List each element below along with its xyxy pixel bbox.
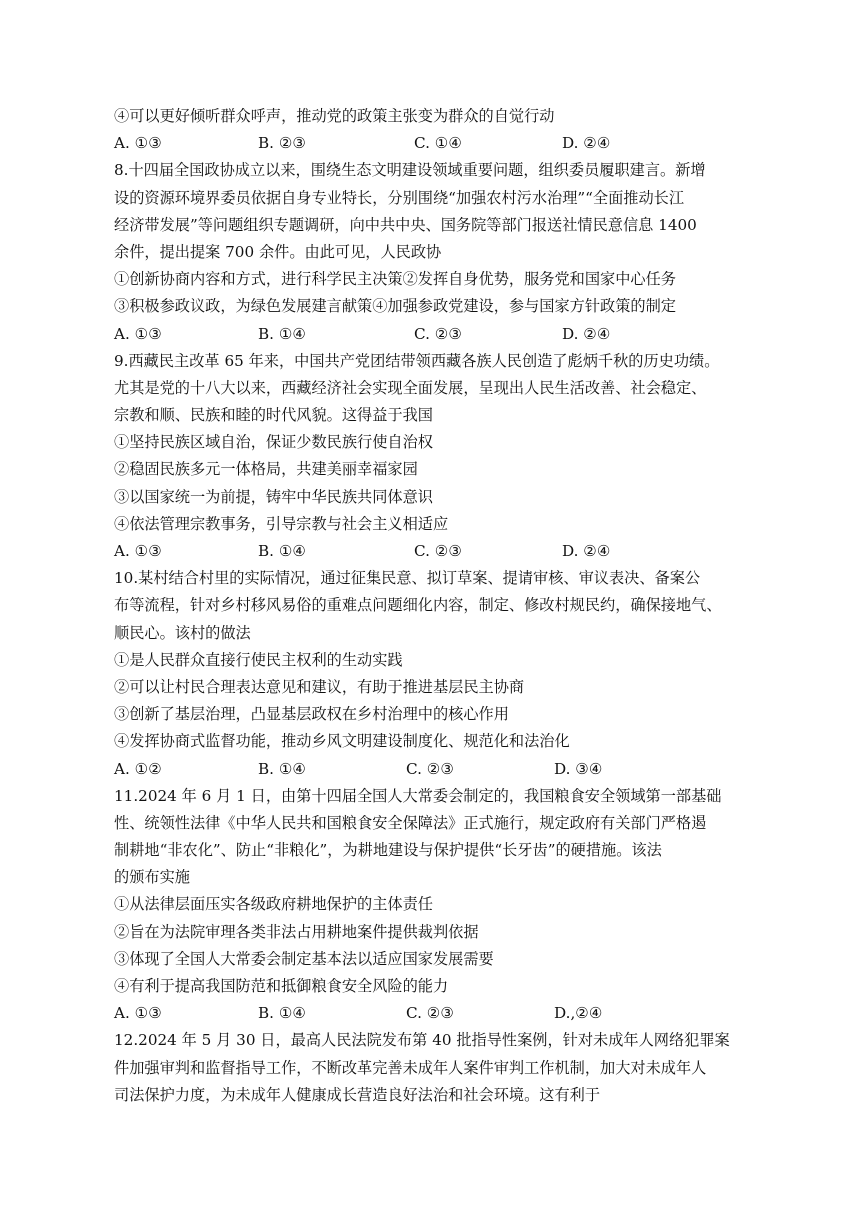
statement-item: ①坚持民族区域自治，保证少数民族行使自治权 [114, 433, 433, 452]
option-d: D. ②④ [562, 324, 611, 343]
answer-options [114, 756, 794, 783]
statement-item: ④依法管理宗教事务，引导宗教与社会主义相适应 [114, 514, 449, 533]
question-stem-line: 经济带发展”等问题组织专题调研，向中共中央、国务院等部门报送社情民意信息 1400 [114, 215, 697, 234]
answer-options [114, 130, 794, 157]
question-list [114, 103, 794, 1109]
option-b: B. ①④ [258, 759, 307, 778]
option-c: C. ②③ [406, 759, 454, 778]
question-stem-line: 制耕地“非农化”、防止“非粮化”，为耕地建设与保护提供“长牙齿”的硬措施。该法 [114, 841, 662, 860]
answer-options [114, 538, 794, 565]
statement-item: ②稳固民族多元一体格局，共建美丽幸福家园 [114, 460, 418, 479]
question-stem-line: 余件，提出提案 700 余件。由此可见，人民政协 [114, 242, 442, 261]
statement-item: ④可以更好倾听群众呼声，推动党的政策主张变为群众的自觉行动 [114, 107, 555, 125]
question-10 [114, 565, 794, 783]
answer-options [114, 1000, 794, 1027]
question-9 [114, 348, 794, 566]
question-11 [114, 783, 794, 1028]
option-c: C. ②③ [414, 542, 462, 560]
option-d: D. ②④ [562, 542, 611, 560]
option-a: A. ①③ [114, 542, 162, 560]
question-stem-line: 的颁布实施 [114, 868, 190, 887]
question-stem-line: 顺民心。该村的做法 [114, 623, 251, 642]
question-stem-line: 尤其是党的十八大以来，西藏经济社会实现全面发展，呈现出人民生活改善、社会稳定、 [114, 378, 707, 397]
statement-item: ③积极参政议政，为绿色发展建言献策④加强参政党建设，参与国家方针政策的制定 [114, 297, 676, 316]
option-c: C. ①④ [414, 134, 462, 153]
question-stem-line: 11.2024 年 6 月 1 日，由第十四届全国人大常委会制定的，我国粮食安全领域第一部基础 [114, 786, 722, 805]
option-a: A. ①③ [114, 324, 162, 343]
question-12 [114, 1027, 794, 1109]
question-stem-line: 12.2024 年 5 月 30 日，最高人民法院发布第 40 批指导性案例，针对未成年人网络犯罪案 [114, 1031, 730, 1050]
question-stem-line: 8.十四届全国政协成立以来，围绕生态文明建设领域重要问题，组织委员履职建言。新增 [114, 161, 706, 180]
question-stem-line: 9.西藏民主改革 65 年来，中国共产党团结带领西藏各族人民创造了彪炳千秋的历史功绩。 [114, 351, 720, 370]
statement-item: ①是人民群众直接行使民主权利的生动实践 [114, 650, 403, 669]
option-a: A. ①② [114, 759, 162, 778]
statement-item: ④发挥协商式监督功能，推动乡风文明建设制度化、规范化和法治化 [114, 732, 570, 751]
option-c: C. ②③ [406, 1004, 454, 1023]
question-stem-line: 宗教和顺、民族和睦的时代风貌。这得益于我国 [114, 406, 433, 425]
question-stem-line: 10.某村结合村里的实际情况，通过征集民意、拟订草案、提请审核、审议表决、备案公 [114, 569, 701, 588]
option-d: D. ②④ [562, 134, 611, 153]
option-a: A. ①③ [114, 1004, 162, 1023]
option-c: C. ②③ [414, 324, 462, 343]
statement-item: ③以国家统一为前提，铸牢中华民族共同体意识 [114, 487, 433, 506]
question-stem-line: 司法保护力度，为未成年人健康成长营造良好法治和社会环境。这有利于 [114, 1085, 600, 1104]
answer-options [114, 321, 794, 348]
option-b: B. ①④ [258, 542, 307, 560]
statement-item: ④有利于提高我国防范和抵御粮食安全风险的能力 [114, 977, 449, 995]
statement-item: ③创新了基层治理，凸显基层政权在乡村治理中的核心作用 [114, 705, 509, 724]
statement-item: ①从法律层面压实各级政府耕地保护的主体责任 [114, 895, 433, 914]
option-d: D. ③④ [554, 759, 603, 778]
option-b: B. ①④ [258, 324, 307, 343]
statement-item: ③体现了全国人大常委会制定基本法以适应国家发展需要 [114, 949, 494, 968]
option-d: D.,②④ [554, 1004, 603, 1023]
option-a: A. ①③ [114, 134, 162, 153]
question-8 [114, 157, 794, 347]
statement-item: ②旨在为法院审理各类非法占用耕地案件提供裁判依据 [114, 922, 479, 941]
option-b: B. ①④ [258, 1004, 307, 1023]
statement-item: ①创新协商内容和方式，进行科学民主决策②发挥自身优势，服务党和国家中心任务 [114, 270, 676, 289]
statement-item: ②可以让村民合理表达意见和建议，有助于推进基层民主协商 [114, 677, 525, 696]
question-stem-line: 性、统领性法律《中华人民共和国粮食安全保障法》正式施行，规定政府有关部门严格遏 [114, 813, 707, 832]
question-stem-line: 设的资源环境界委员依据自身专业特长，分别围绕“加强农村污水治理”“全面推动长江 [114, 188, 685, 207]
question-stem-line: 件加强审判和监督指导工作，不断改革完善未成年人案件审判工作机制，加大对未成年人 [114, 1058, 707, 1077]
option-b: B. ②③ [258, 134, 307, 153]
question-stem-line: 布等流程，针对乡村移风易俗的重难点问题细化内容，制定、修改村规民约，确保接地气、 [114, 596, 722, 615]
